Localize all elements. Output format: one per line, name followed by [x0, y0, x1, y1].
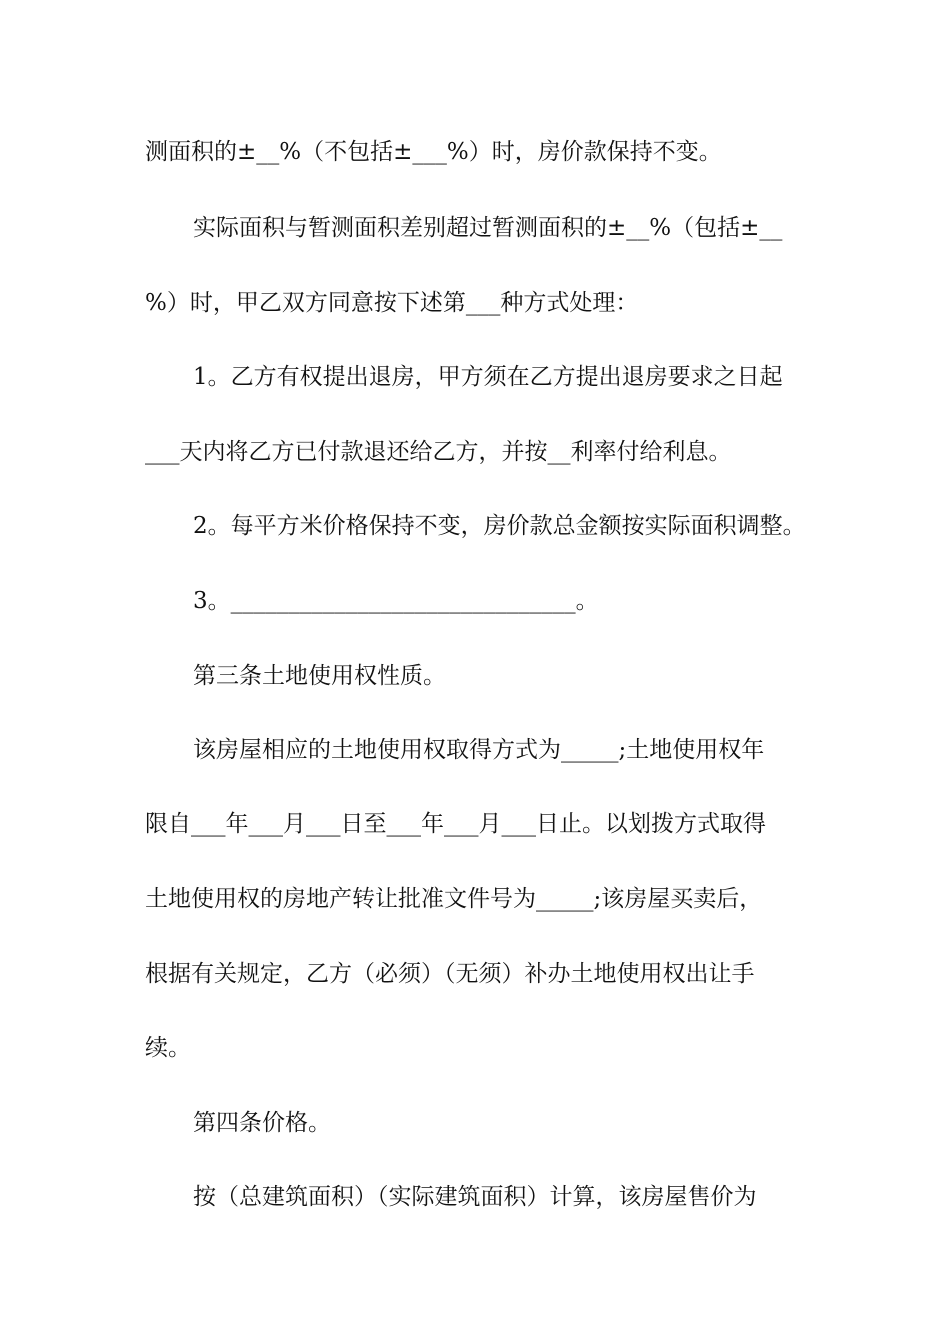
paragraph-line: 测面积的±__%（不包括±___%）时，房价款保持不变。 [145, 139, 722, 165]
paragraph-line: 1。乙方有权提出退房，甲方须在乙方提出退房要求之日起 [193, 364, 783, 390]
paragraph-line: 3。______________________________。 [193, 588, 599, 614]
paragraph-line: 续。 [145, 1035, 191, 1061]
paragraph-line: 实际面积与暂测面积差别超过暂测面积的±__%（包括±__ [193, 215, 783, 241]
article-heading: 第三条土地使用权性质。 [193, 663, 446, 689]
paragraph-line: 2。每平方米价格保持不变，房价款总金额按实际面积调整。 [193, 513, 806, 539]
paragraph-line: 按（总建筑面积）（实际建筑面积）计算，该房屋售价为 [193, 1184, 757, 1210]
paragraph-line: 限自___年___月___日至___年___月___日止。以划拨方式取得 [145, 811, 766, 837]
paragraph-line: 根据有关规定，乙方（必须）（无须）补办土地使用权出让手 [145, 961, 755, 987]
paragraph-line: %）时，甲乙双方同意按下述第___种方式处理： [145, 290, 639, 316]
paragraph-line: ___天内将乙方已付款退还给乙方，并按__利率付给利息。 [145, 439, 732, 465]
paragraph-line: 该房屋相应的土地使用权取得方式为_____;土地使用权年 [193, 737, 765, 763]
paragraph-line: 土地使用权的房地产转让批准文件号为_____;该房屋买卖后， [145, 886, 763, 912]
article-heading: 第四条价格。 [193, 1110, 331, 1136]
